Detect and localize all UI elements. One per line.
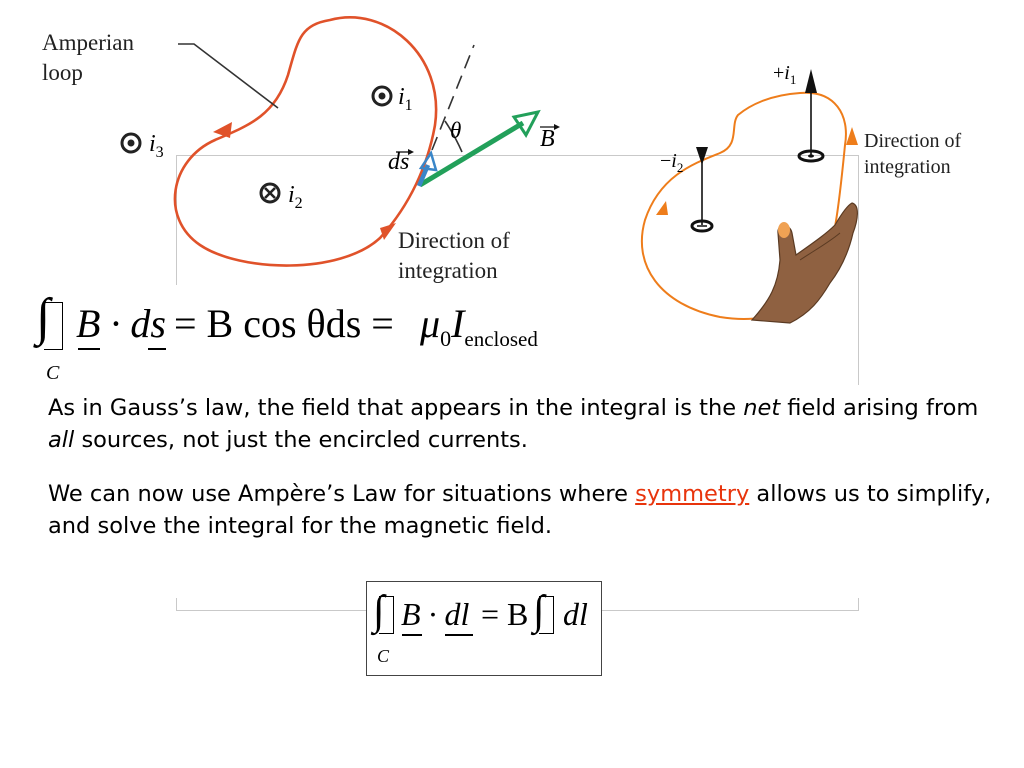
eq1-mid: = B cos θds =: [174, 301, 394, 346]
eq1-mu-sub: 0: [440, 326, 452, 351]
b-vector-arrow: [420, 123, 523, 185]
eq1-s-underline: [148, 348, 166, 350]
eq1-I-sub: enclosed: [464, 327, 538, 351]
p1-text-2: field arising from: [780, 395, 979, 421]
plus-i1-sub: 1: [789, 72, 797, 87]
paragraph-net-field: [48, 392, 998, 456]
right-hand-rule-figure: [620, 55, 880, 345]
direction-right-line2: integration: [864, 156, 951, 178]
current-i2-in: [261, 184, 279, 202]
equation-amperes-law: [30, 288, 590, 388]
plus-i1-dot: [808, 154, 814, 157]
equation-symmetry-box: [366, 581, 602, 676]
eq1-mu-symbol: μ: [420, 301, 441, 346]
label-i3: [149, 131, 164, 162]
eq1-mu: [420, 300, 538, 363]
frame-tick-left: [176, 598, 177, 610]
eq2-integral-symbol: ∫: [373, 588, 385, 634]
plus-i1-arrowhead: [805, 69, 817, 93]
eq2-integral2-box: [539, 596, 554, 634]
eq1-contour-label: C: [46, 362, 60, 384]
p1-em-all: all: [48, 427, 75, 453]
label-i2-sub: 2: [294, 194, 303, 212]
eq1-lhs: B · ds: [76, 301, 166, 346]
plus-i1-sign: +: [773, 62, 785, 84]
label-i1: [398, 84, 413, 115]
current-i1-out: [373, 87, 391, 105]
eq2-integral2-symbol: ∫: [533, 588, 545, 634]
b-vector-head: [514, 112, 538, 135]
minus-i2-sign: −: [660, 150, 672, 172]
p1-em-net: net: [743, 395, 781, 421]
eq2-b-underline: [402, 634, 422, 636]
theta-label: θ: [450, 118, 462, 143]
eq2-integral-box: [379, 596, 394, 634]
current-i3-out: [122, 134, 140, 152]
amperian-label: [42, 28, 134, 88]
eq2-contour-label: C: [377, 646, 390, 666]
eq2-lhs: B · dl: [401, 596, 470, 632]
minus-i2-sym: i: [671, 150, 677, 172]
label-i2-sym: i: [288, 182, 295, 208]
contour-integral-box: [44, 302, 63, 350]
frame-tick-right: [858, 598, 859, 610]
right-loop-arrow-top: [846, 127, 858, 145]
label-i3-sub: 3: [155, 143, 164, 161]
symmetry-link[interactable]: symmetry: [635, 481, 750, 507]
amperian-label-line2: loop: [42, 60, 83, 85]
direction-left-line2: integration: [398, 258, 498, 283]
minus-i2-label: [660, 150, 683, 176]
label-i2: [288, 182, 303, 213]
amperian-pointer: [178, 44, 278, 108]
eq2-eq: = B: [481, 596, 529, 632]
label-i1-sym: i: [398, 84, 405, 110]
b-label: B: [540, 126, 555, 152]
ds-label: ds: [388, 149, 410, 175]
amperian-label-line1: Amperian: [42, 30, 134, 55]
direction-left-line1: Direction of: [398, 228, 510, 253]
contour-integral-symbol: ∫: [36, 289, 51, 346]
eq1-b-underline: [78, 348, 100, 350]
eq2-rhs: dl: [563, 596, 588, 632]
direction-label-left: [398, 226, 510, 286]
eq2-dl-underline: [445, 634, 473, 636]
minus-i2-sub: 2: [676, 160, 684, 175]
p1-text-1: As in Gauss’s law, the field that appears in the integral is the: [48, 395, 744, 421]
right-hand-icon: [752, 203, 857, 323]
loop-arrow-bottom: [380, 223, 396, 240]
plus-i1-label: [773, 62, 796, 88]
p1-text-3: sources, not just the encircled currents.: [74, 427, 528, 453]
eq1-I: I: [451, 301, 465, 346]
direction-label-right: [864, 128, 961, 180]
p2-text-1: We can now use Ampère’s Law for situations where: [48, 481, 636, 507]
plus-i1-sym: i: [784, 62, 790, 84]
right-loop-arrow-left: [656, 201, 668, 215]
label-i3-sym: i: [149, 131, 156, 157]
paragraph-symmetry: [48, 478, 998, 542]
label-i1-sub: 1: [404, 96, 413, 114]
amperian-loop-curve: [175, 17, 436, 265]
direction-right-line1: Direction of: [864, 130, 962, 152]
p2-text-2: allows us to simplify, and solve the integral for the magnetic field.: [48, 481, 992, 539]
